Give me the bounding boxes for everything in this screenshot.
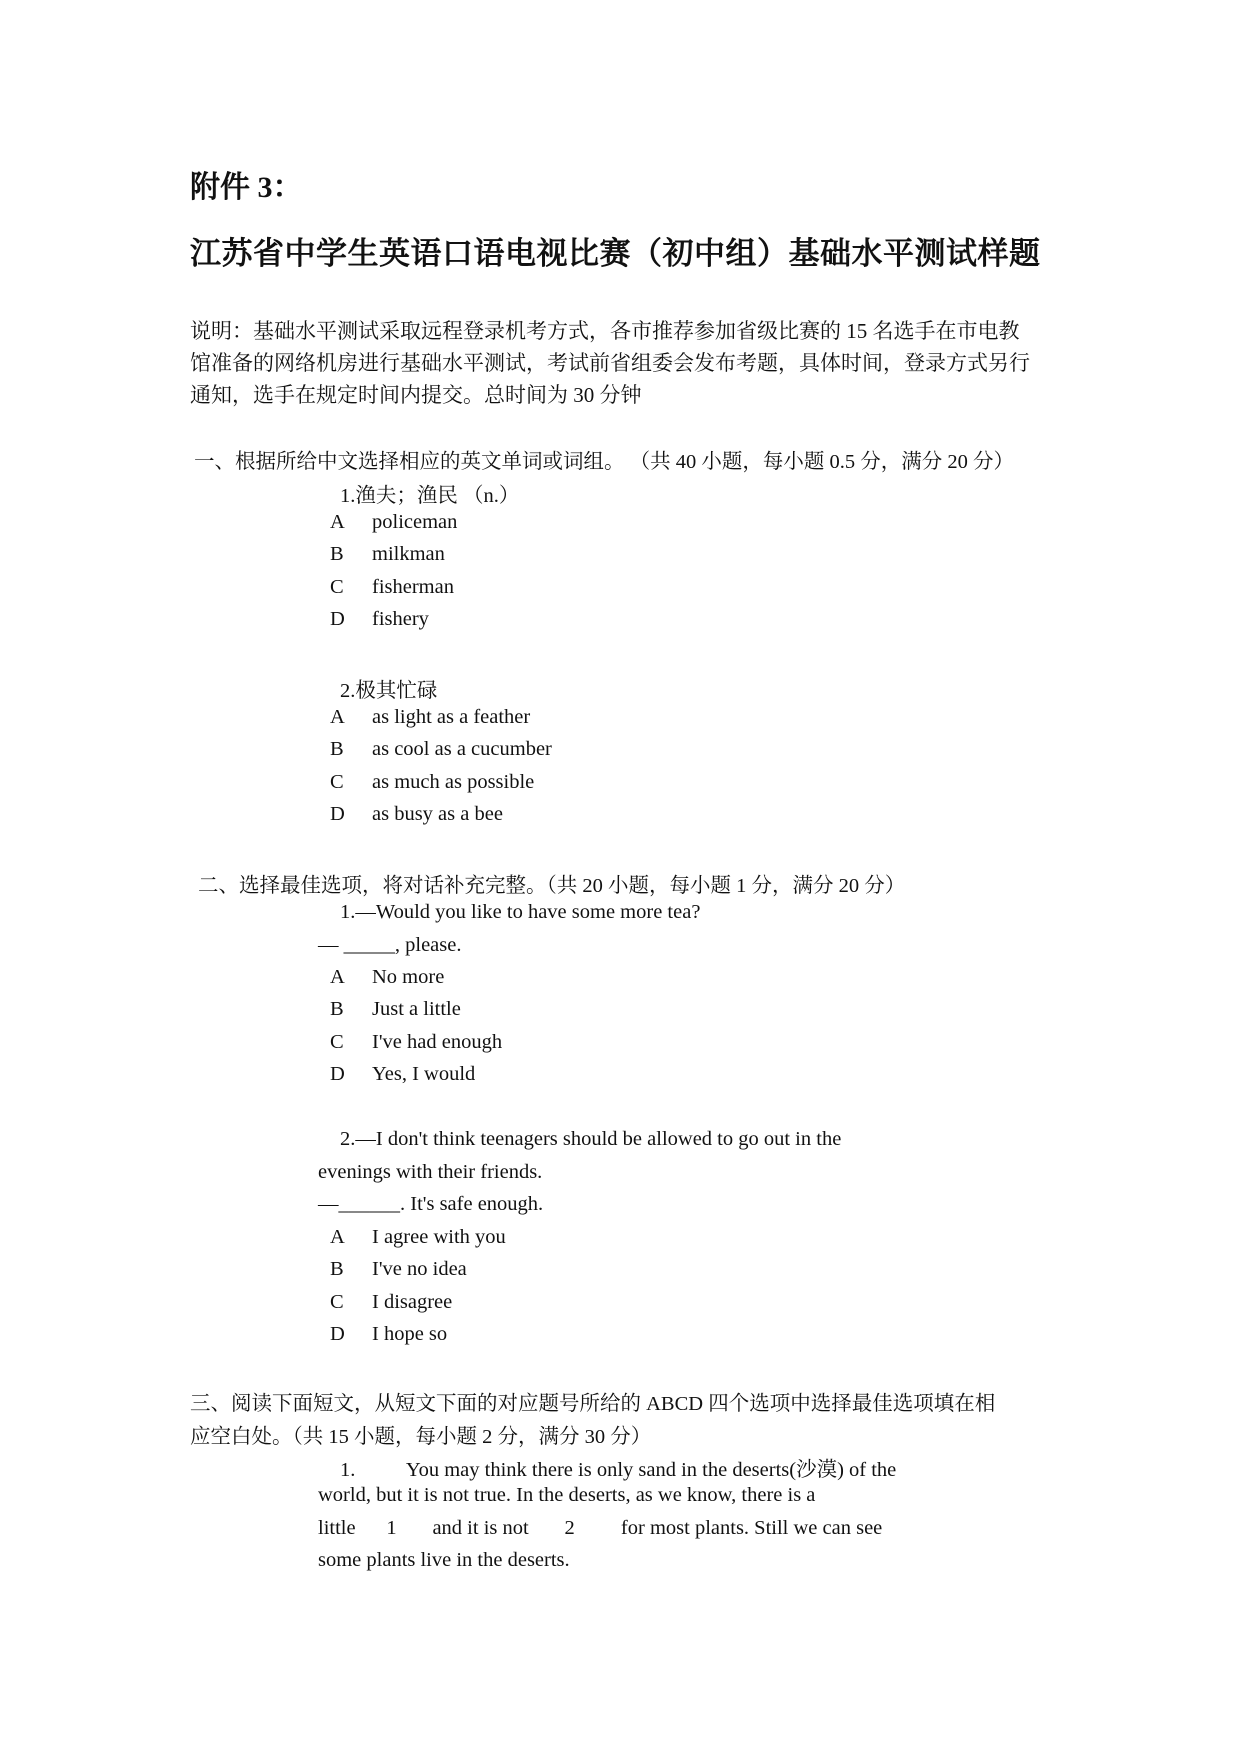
option <box>330 1031 502 1054</box>
option <box>330 1258 467 1281</box>
option-text: milkman <box>372 543 445 565</box>
section-3-heading: 应空白处。（共 15 小题，每小题 2 分，满分 30 分） <box>190 1426 652 1448</box>
option-letter: A <box>330 511 345 533</box>
option <box>330 576 454 599</box>
question-stem: 1.—Would you like to have some more tea? <box>340 901 701 923</box>
option-letter: B <box>330 738 344 760</box>
option <box>330 1063 475 1086</box>
option <box>330 608 429 631</box>
instructions <box>190 315 1060 411</box>
option <box>330 966 444 989</box>
option-letter: B <box>330 998 344 1020</box>
option <box>330 511 457 534</box>
option <box>330 1323 447 1346</box>
option <box>330 543 445 566</box>
passage-line: little 1 and it is not 2 for most plants. Still we can see <box>318 1517 883 1539</box>
option <box>330 1291 452 1314</box>
option-letter: B <box>330 1258 344 1280</box>
option <box>330 1226 506 1249</box>
option-text: fisherman <box>372 576 454 598</box>
option <box>330 738 552 761</box>
option-text: No more <box>372 966 445 988</box>
option-text: as busy as a bee <box>372 803 503 825</box>
option-letter: A <box>330 966 345 988</box>
passage-line: some plants live in the deserts. <box>318 1549 570 1571</box>
instructions-line: 通知，选手在规定时间内提交。总时间为 30 分钟 <box>190 383 642 407</box>
option-text: as much as possible <box>372 771 535 793</box>
option-letter: D <box>330 1063 345 1085</box>
option-text: I hope so <box>372 1323 448 1345</box>
option-text: I've had enough <box>372 1031 503 1053</box>
option <box>330 998 461 1021</box>
option-text: Yes, I would <box>372 1063 476 1085</box>
question-stem: 2.极其忙碌 <box>340 680 438 702</box>
option-text: Just a little <box>372 998 461 1020</box>
question-stem: —______. It's safe enough. <box>318 1193 544 1215</box>
option <box>330 706 530 729</box>
question-stem: — _____, please. <box>318 934 462 956</box>
option-letter: D <box>330 608 345 630</box>
option-letter: D <box>330 1323 345 1345</box>
document-title: 江苏省中学生英语口语电视比赛（初中组）基础水平测试样题 <box>190 236 1041 271</box>
option-letter: D <box>330 803 345 825</box>
section-1-heading: 一、根据所给中文选择相应的英文单词或词组。 （共 40 小题，每小题 0.5 分，满分 20 分） <box>194 451 1014 473</box>
passage-line: 1. You may think there is only sand in the deserts(沙漠) of the <box>340 1459 897 1481</box>
option <box>330 771 534 794</box>
option-text: fishery <box>372 608 429 630</box>
section-3-heading: 三、阅读下面短文，从短文下面的对应题号所给的 ABCD 四个选项中选择最佳选项填在相 <box>190 1393 996 1415</box>
question-stem: 1.渔夫；渔民 （n.） <box>340 485 520 507</box>
option-letter: C <box>330 576 344 598</box>
option-text: I disagree <box>372 1291 453 1313</box>
section-2-heading: 二、选择最佳选项，将对话补充完整。（共 20 小题，每小题 1 分，满分 20 分） <box>198 875 906 897</box>
question-stem: 2.—I don't think teenagers should be allowed to go out in the <box>340 1128 842 1150</box>
instructions-line: 馆准备的网络机房进行基础水平测试，考试前省组委会发布考题，具体时间，登录方式另行 <box>190 351 1030 375</box>
instructions-line: 说明：基础水平测试采取远程登录机考方式，各市推荐参加省级比赛的 15 名选手在市电教 <box>190 319 1020 343</box>
option-letter: A <box>330 706 345 728</box>
option-text: I agree with you <box>372 1226 506 1248</box>
option-text: policeman <box>372 511 458 533</box>
option-text: as light as a feather <box>372 706 531 728</box>
option-text: I've no idea <box>372 1258 467 1280</box>
question-stem: evenings with their friends. <box>318 1161 543 1183</box>
option-letter: C <box>330 771 344 793</box>
attachment-label: 附件 3： <box>190 171 303 204</box>
option-letter: C <box>330 1031 344 1053</box>
passage-line: world, but it is not true. In the deserts, as we know, there is a <box>318 1484 816 1506</box>
option-letter: C <box>330 1291 344 1313</box>
option-text: as cool as a cucumber <box>372 738 552 760</box>
option-letter: B <box>330 543 344 565</box>
option-letter: A <box>330 1226 345 1248</box>
option <box>330 803 503 826</box>
